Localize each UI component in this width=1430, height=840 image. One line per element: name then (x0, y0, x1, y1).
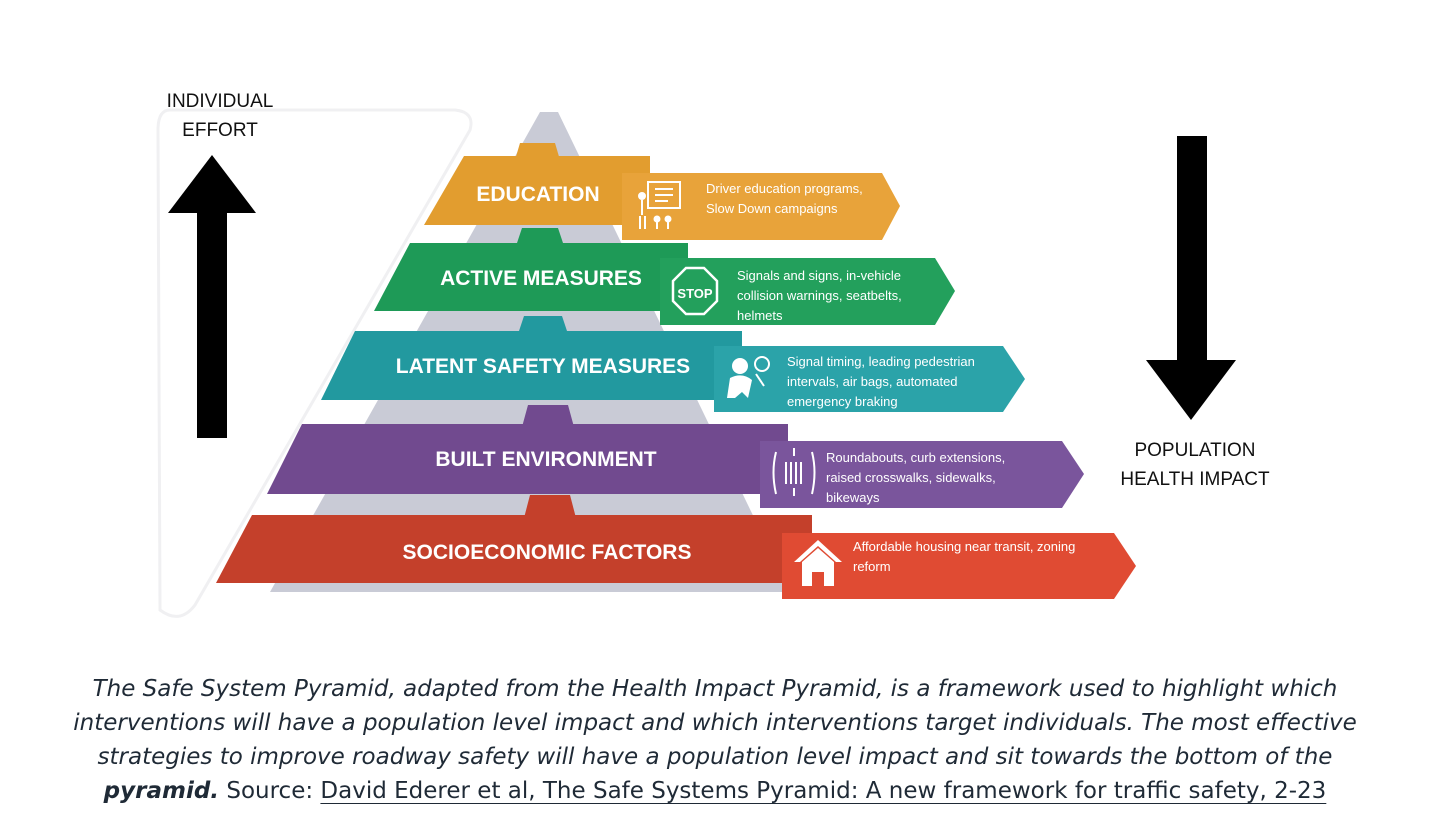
label-line: EFFORT (182, 120, 258, 141)
tier-label-education: EDUCATION (476, 183, 600, 206)
caption-text: The Safe System Pyramid, adapted from the Health Impact Pyramid, is a framework used to highlight which interventions will have a population level impact and which interventions target individuals. The most effective strategies to improve roadway safety will have a population level impact and sit towards the bottom of the (73, 676, 1357, 770)
individual-effort-label (130, 87, 310, 145)
description-line: Signals and signs, in-vehicle (737, 268, 902, 283)
label-line: INDIVIDUAL (166, 91, 274, 112)
label-line: POPULATION (1134, 440, 1256, 461)
tier-label-active-measures: ACTIVE MEASURES (440, 267, 642, 290)
description-line: collision warnings, seatbelts, (737, 288, 902, 303)
description-line: bikeways (826, 490, 880, 505)
tier-label-latent-safety-measures: LATENT SAFETY MEASURES (395, 355, 691, 378)
label-line: HEALTH IMPACT (1120, 469, 1270, 490)
tier-active-measures (374, 228, 955, 325)
description-line: Affordable housing near transit, zoning (853, 539, 1076, 554)
tier-label-built-environment: BUILT ENVIRONMENT (435, 448, 657, 471)
down-arrow-icon (1146, 136, 1236, 420)
description-line: helmets (737, 308, 783, 323)
description-line: reform (853, 559, 891, 574)
source-link[interactable]: David Ederer et al, The Safe Systems Pyramid: A new framework for traffic safety, 2-23 (320, 778, 1327, 804)
source-label: Source: (226, 778, 314, 804)
tier-label-socioeconomic-factors: SOCIOECONOMIC FACTORS (402, 541, 692, 564)
caption-bold-word: pyramid. (103, 778, 220, 804)
svg-text:STOP: STOP (677, 286, 713, 301)
description-line: raised crosswalks, sidewalks, (826, 470, 996, 485)
figure-caption (40, 672, 1390, 808)
description-line: Slow Down campaigns (706, 201, 838, 216)
description-line: Signal timing, leading pedestrian (787, 354, 975, 369)
description-line: Driver education programs, (706, 181, 863, 196)
description-line: Roundabouts, curb extensions, (826, 450, 1006, 465)
population-health-impact-label (1095, 436, 1295, 494)
description-line: emergency braking (787, 394, 898, 409)
description-line: intervals, air bags, automated (787, 374, 958, 389)
